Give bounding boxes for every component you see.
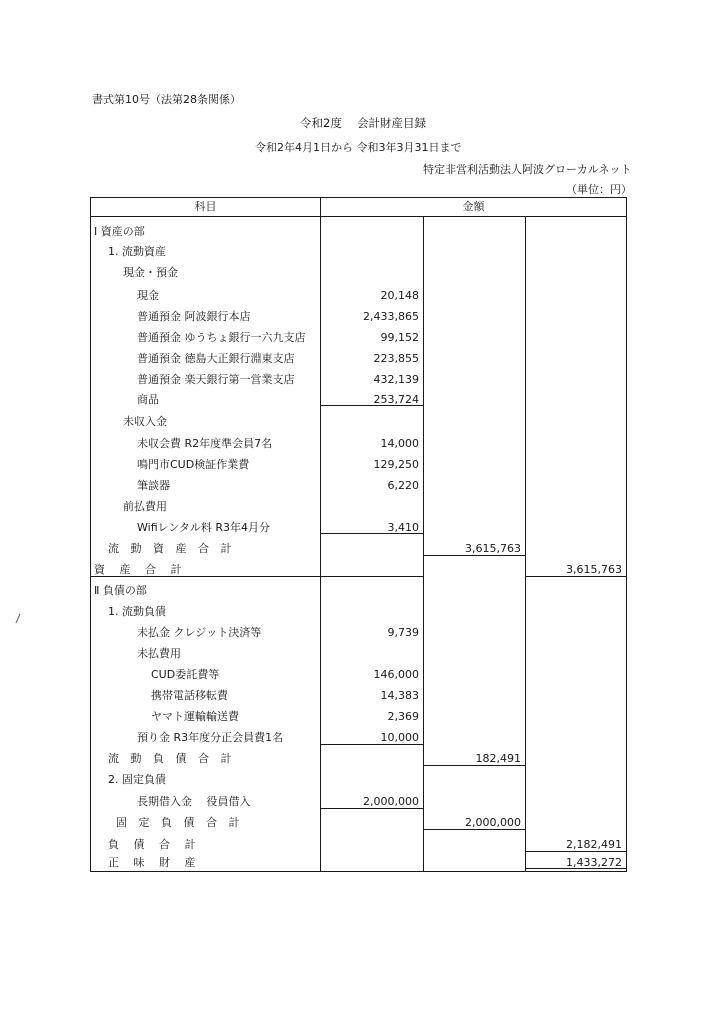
cash-deposits-heading: 現金・預金 bbox=[123, 266, 178, 279]
row-label: 預り金 R3年度分正会員費1名 bbox=[137, 731, 284, 744]
period: 令和2年4月1日から 令和3年3月31日まで bbox=[255, 141, 462, 154]
pen-mark-icon bbox=[14, 612, 22, 626]
receivables-heading: 未収入金 bbox=[123, 415, 167, 428]
row-label: 鳴門市CUD検証作業費 bbox=[137, 458, 250, 471]
net-assets: 1,433,272 bbox=[566, 856, 622, 869]
row-amount: 2,000,000 bbox=[363, 795, 419, 808]
row-amount: 432,139 bbox=[373, 373, 419, 386]
row-amount: 10,000 bbox=[380, 731, 419, 744]
current-assets-total-label: 流 動 資 産 合 計 bbox=[108, 542, 236, 555]
row-label: 筆談器 bbox=[137, 479, 170, 492]
prepaid-heading: 前払費用 bbox=[123, 500, 167, 513]
row-label: Wifiレンタル料 R3年4月分 bbox=[137, 521, 271, 534]
current-liabilities-total-label: 流 動 負 債 合 計 bbox=[108, 752, 236, 765]
fixed-liabilities-total-label: 固 定 負 債 合 計 bbox=[116, 816, 244, 829]
row-amount: 2,369 bbox=[387, 710, 419, 723]
section-liabilities: Ⅱ 負債の部 bbox=[94, 584, 147, 597]
section-assets: Ⅰ 資産の部 bbox=[94, 225, 145, 238]
current-assets-total: 3,615,763 bbox=[465, 542, 521, 555]
net-assets-label: 正 味 財 産 bbox=[108, 856, 196, 869]
row-label: CUD委託費等 bbox=[151, 668, 220, 681]
row-label: 携帯電話移転費 bbox=[151, 689, 228, 702]
row-label: 普通預金 徳島大正銀行淵東支店 bbox=[137, 352, 295, 365]
row-label: 未収会費 R2年度準会員7名 bbox=[137, 437, 273, 450]
document-title: 令和2度 会計財産目録 bbox=[300, 116, 426, 130]
row-amount: 3,410 bbox=[387, 521, 419, 534]
row-label: 普通預金 楽天銀行第一営業支店 bbox=[137, 373, 295, 386]
accrued-expenses-heading: 未払費用 bbox=[137, 647, 181, 660]
current-liabilities-total: 182,491 bbox=[475, 752, 521, 765]
row-label: 現金 bbox=[137, 289, 159, 302]
row-label: 未払金 クレジット決済等 bbox=[137, 626, 262, 639]
row-label: ヤマト運輸輸送費 bbox=[151, 710, 239, 723]
current-assets-heading: 1. 流動資産 bbox=[108, 245, 166, 258]
unit-label: （単位：円） bbox=[566, 183, 632, 196]
row-amount: 253,724 bbox=[373, 393, 419, 406]
current-liabilities-heading: 1. 流動負債 bbox=[108, 605, 166, 618]
row-amount: 14,000 bbox=[380, 437, 419, 450]
row-amount: 146,000 bbox=[373, 668, 419, 681]
row-label: 普通預金 ゆうちょ銀行一六九支店 bbox=[137, 331, 306, 344]
organization-name: 特定非営利活動法人阿波グローカルネット bbox=[423, 163, 632, 176]
row-amount: 9,739 bbox=[387, 626, 419, 639]
row-amount: 6,220 bbox=[387, 479, 419, 492]
row-amount: 2,433,865 bbox=[363, 310, 419, 323]
row-amount: 129,250 bbox=[373, 458, 419, 471]
row-amount: 14,383 bbox=[380, 689, 419, 702]
row-amount: 20,148 bbox=[380, 289, 419, 302]
fixed-liabilities-total: 2,000,000 bbox=[465, 816, 521, 829]
row-label: 商品 bbox=[137, 393, 159, 406]
total-liabilities-label: 負 債 合 計 bbox=[108, 838, 196, 851]
row-label: 普通預金 阿波銀行本店 bbox=[137, 310, 251, 323]
total-assets: 3,615,763 bbox=[566, 563, 622, 576]
row-amount: 223,855 bbox=[373, 352, 419, 365]
column-header-amount: 金額 bbox=[462, 200, 485, 213]
column-header-subject: 科目 bbox=[194, 200, 217, 213]
fixed-liabilities-heading: 2. 固定負債 bbox=[108, 773, 166, 786]
total-assets-label: 資 産 合 計 bbox=[94, 563, 182, 576]
row-label: 長期借入金 役員借入 bbox=[137, 795, 251, 808]
total-liabilities: 2,182,491 bbox=[566, 838, 622, 851]
form-number: 書式第10号（法第28条関係） bbox=[92, 93, 241, 106]
row-amount: 99,152 bbox=[380, 331, 419, 344]
